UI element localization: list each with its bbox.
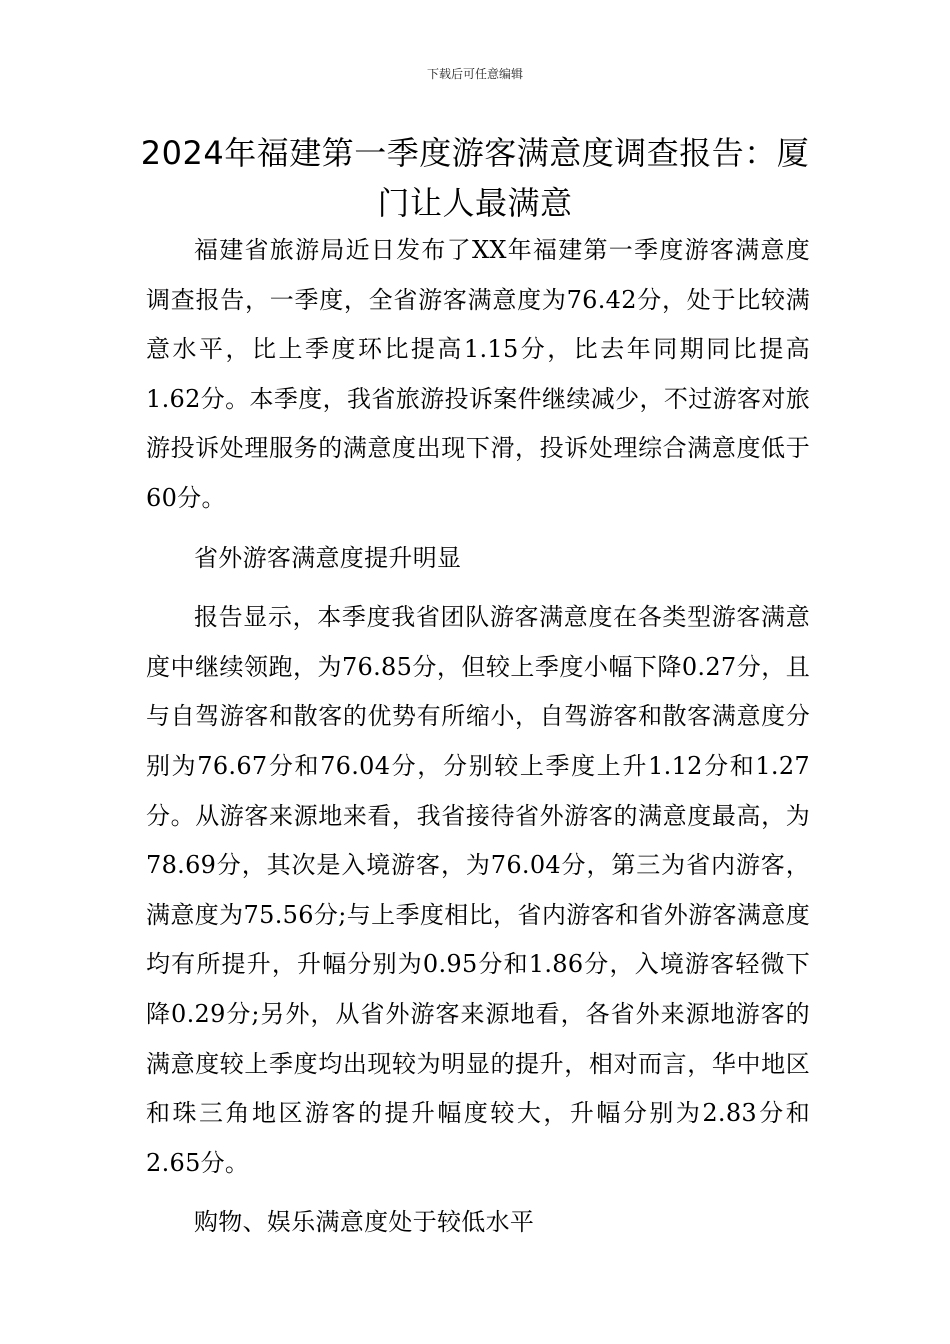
header-note: 下载后可任意编辑 — [426, 67, 523, 81]
document-title: 2024年福建第一季度游客满意度调查报告：厦门让人最满意 — [140, 134, 810, 222]
section-heading-shopping-entertainment: 购物、娱乐满意度处于较低水平 — [194, 1208, 535, 1237]
paragraph-report-details: 报告显示，本季度我省团队游客满意度在各类型游客满意度中继续领跑，为76.85分，但较上季度小幅下降0.27分，且与自驾游客和散客的优势有所缩小，自驾游客和散客满意度分别为76.67分和76.04分，分别较上季度上升1.12分和1.27分。从游客来源地来看，我省接待省外游客的满意度最高，为78.69分，其次是入境游客，为76.04分，第三为省内游客，满意度为75.56分;与上季度相比，省内游客和省外游客满意度均有所提升，升幅分别为0.95分和1.86分，入境游客轻微下降0.29分;另外，从省外游客来源地看，各省外来源地游客的满意度较上季度均出现较为明显的提升，相对而言，华中地区和珠三角地区游客的提升幅度较大，升幅分别为2.83分和2.65分。 — [146, 603, 810, 1177]
section-heading-out-of-province: 省外游客满意度提升明显 — [194, 543, 462, 572]
paragraph-intro: 福建省旅游局近日发布了XX年福建第一季度游客满意度调查报告，一季度，全省游客满意度为76.42分，处于比较满意水平，比上季度环比提高1.15分，比去年同期同比提高1.62分。本季度，我省旅游投诉案件继续减少，不过游客对旅游投诉处理服务的满意度出现下滑，投诉处理综合满意度低于60分。 — [146, 236, 810, 512]
document-body — [146, 226, 810, 1258]
